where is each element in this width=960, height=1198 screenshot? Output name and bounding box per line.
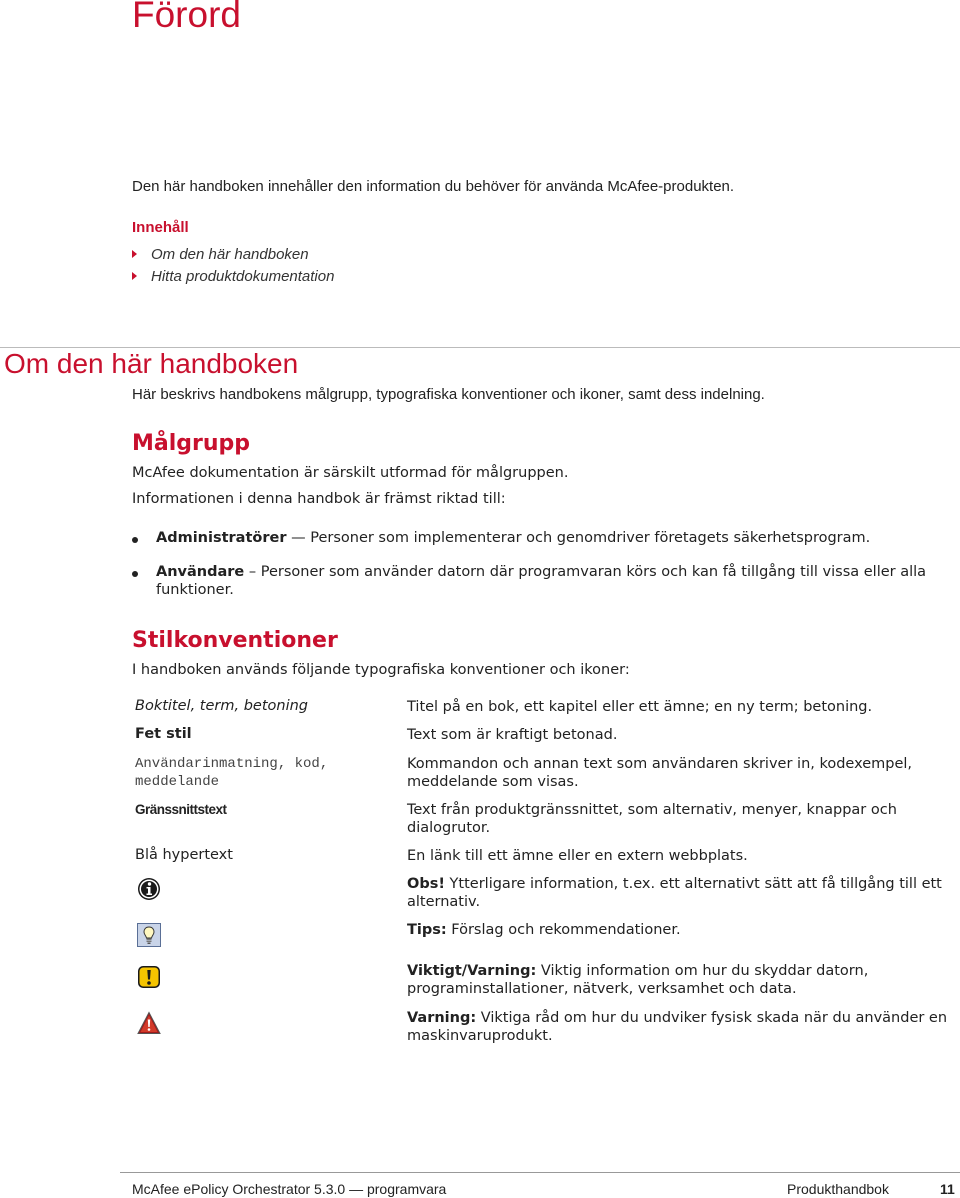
- info-icon: [137, 877, 161, 901]
- toc-title: Innehåll: [132, 219, 189, 236]
- note-label: Obs!: [407, 876, 445, 892]
- footer-product: McAfee ePolicy Orchestrator 5.3.0 — programvara: [132, 1181, 447, 1197]
- important-label: Viktigt/Varning:: [407, 963, 537, 979]
- tip-label: Tips:: [407, 922, 447, 938]
- style-description: Text från produktgränssnittet, som alternativ, menyer, knappar och dialogrutor.: [407, 802, 897, 836]
- style-description: En länk till ett ämne eller en extern webbplats.: [407, 848, 748, 864]
- section-description: Här beskrivs handbokens målgrupp, typografiska konventioner och ikoner, samt dess indelning.: [132, 386, 765, 403]
- audience-bullet: Användare – Personer som använder datorn där programvaran körs och kan få tillgång till vissa eller alla funktioner.: [156, 564, 927, 598]
- bullet-term: Administratörer: [156, 530, 287, 546]
- style-example-hypertext[interactable]: Blå hypertext: [135, 847, 233, 863]
- audience-line-2: Informationen i denna handbok är främst riktad till:: [132, 491, 506, 507]
- audience-title: Målgrupp: [132, 431, 251, 456]
- style-example-monospace: Användarinmatning, kod, meddelande: [135, 756, 329, 790]
- section-title: Om den här handboken: [4, 348, 299, 379]
- warning-triangle-icon: [137, 1011, 161, 1035]
- conventions-intro: I handboken används följande typografiska konventioner och ikoner:: [132, 662, 630, 678]
- warning-label: Varning:: [407, 1010, 477, 1026]
- bullet-dot: [132, 537, 138, 543]
- style-description: Text som är kraftigt betonad.: [407, 727, 618, 743]
- important-text: Viktigt/Varning: Viktig information om hur du skyddar datorn, programinstallationer, nätverk, verksamhet och data.: [407, 963, 869, 997]
- bullet-triangle-icon: [132, 272, 137, 280]
- style-description: Kommandon och annan text som användaren skriver in, kodexempel, meddelande som visas.: [407, 756, 913, 790]
- toc-item[interactable]: [132, 246, 309, 263]
- warning-text: Varning: Viktiga råd om hur du undviker fysisk skada när du använder en maskinvaruprodukt.: [407, 1010, 948, 1044]
- intro-text: Den här handboken innehåller den information du behöver för använda McAfee-produkten.: [132, 178, 735, 195]
- lightbulb-icon: [137, 923, 161, 947]
- style-description: Titel på en bok, ett kapitel eller ett ämne; en ny term; betoning.: [407, 699, 873, 715]
- bullet-term: Användare: [156, 564, 245, 580]
- toc-item-label: Hitta produktdokumentation: [151, 268, 335, 285]
- audience-bullet: Administratörer — Personer som implementerar och genomdriver företagets säkerhetsprogram.: [156, 530, 871, 546]
- note-text: Obs! Ytterligare information, t.ex. ett alternativt sätt att få tillgång till ett alternativ.: [407, 876, 942, 910]
- bullet-triangle-icon: [132, 250, 137, 258]
- exclamation-icon: [137, 965, 161, 989]
- footer-divider: [120, 1172, 960, 1173]
- bullet-desc: Personer som använder datorn där programvaran körs och kan få tillgång till vissa eller alla funktioner.: [156, 564, 927, 598]
- chapter-title: Förord: [132, 0, 241, 35]
- toc-item-label: Om den här handboken: [151, 246, 309, 263]
- page-number: 11: [940, 1181, 955, 1197]
- toc-item[interactable]: [132, 268, 334, 285]
- conventions-title: Stilkonventioner: [132, 628, 338, 653]
- tip-text: Tips: Förslag och rekommendationer.: [407, 922, 681, 938]
- audience-line-1: McAfee dokumentation är särskilt utformad för målgruppen.: [132, 465, 569, 481]
- bullet-desc: Personer som implementerar och genomdriver företagets säkerhetsprogram.: [310, 530, 871, 546]
- style-example-italic: Boktitel, term, betoning: [135, 698, 308, 714]
- style-example-interface: Gränssnittstext: [135, 802, 227, 817]
- footer-doc-type: Produkthandbok: [787, 1181, 889, 1197]
- style-example-bold: Fet stil: [135, 726, 192, 742]
- bullet-dot: [132, 571, 138, 577]
